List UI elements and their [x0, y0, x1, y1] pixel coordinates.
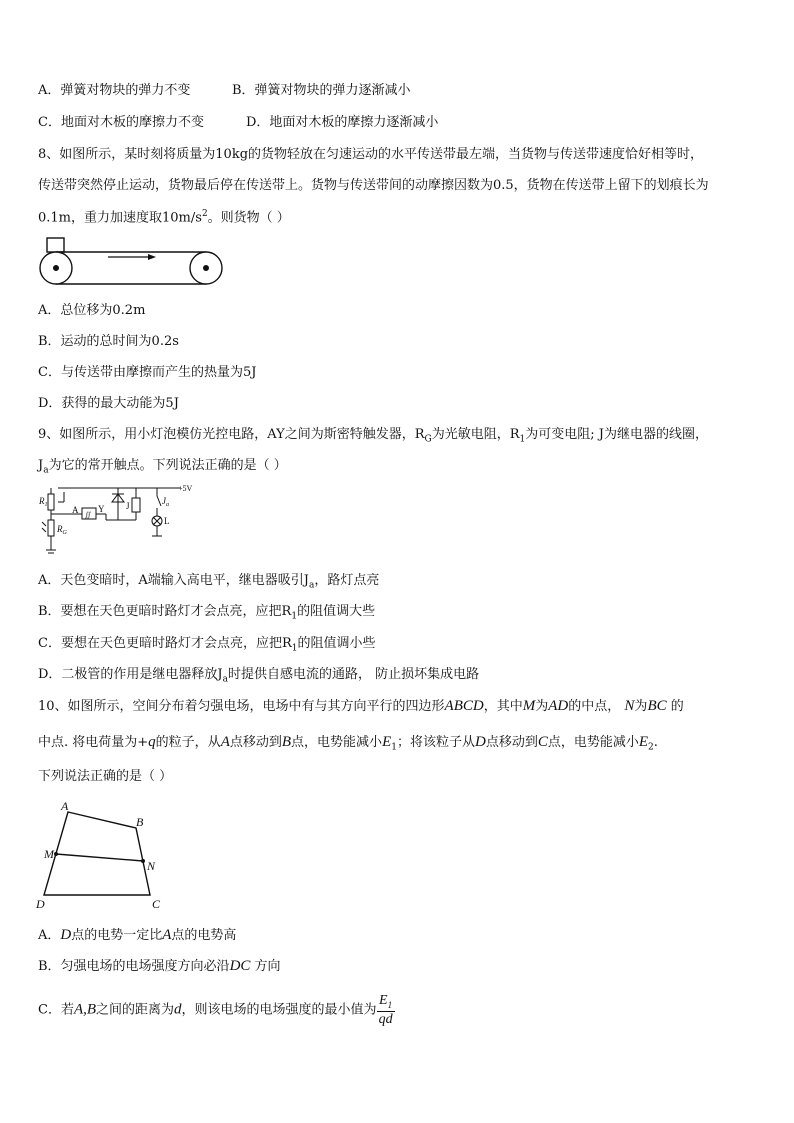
q10-stem-line2: 中点. 将电荷量为+q的粒子，从A点移动到B点，电势能减小$E_1$；将该粒子从D点移动到C点，电势能减小$E_2$.	[38, 734, 658, 753]
rg-resistor	[48, 520, 54, 536]
j-label: J	[126, 501, 130, 511]
point-m	[54, 852, 58, 856]
q7-option-d: D．地面对木板的摩擦力逐渐减小	[246, 115, 439, 130]
point-n	[141, 859, 145, 863]
lamp-label: L	[164, 516, 170, 526]
q8-stem-line3: 0.1m，重力加速度取$10m/s^2$。则货物（ ）	[38, 209, 290, 226]
y-terminal-label: Y	[98, 504, 105, 514]
rg-label: $R_G$	[57, 524, 67, 536]
q9-stem-line1: 9、如图所示，用小灯泡模仿光控电路，AY之间为斯密特触发器，$R_G$为光敏电阻，$R_1$为可变电阻; J为继电器的线圈，	[38, 427, 708, 445]
q10-stem-line1: 10、如图所示，空间分布着匀强电场，电场中有与其方向平行的四边形ABCD，其中M为AD的中点， N为BC 的	[38, 698, 684, 714]
q9-option-c: C．要想在天色更暗时路灯才会点亮，应把$R_1$的阻值调小些	[38, 636, 376, 654]
circuit-diagram	[36, 480, 196, 562]
q10-option-a: A．D点的电势一定比A点的电势高	[38, 927, 237, 943]
q7-option-c: C．地面对木板的摩擦力不变	[38, 115, 204, 130]
q7-option-a: A．弹簧对物块的弹力不变	[38, 83, 191, 98]
right-pulley-axle	[203, 265, 209, 271]
quad-abcd	[44, 812, 150, 895]
a-terminal-label: A	[72, 505, 79, 515]
q9-option-a: A．天色变暗时，A端输入高电平，继电器吸引$J_a$，路灯点亮	[38, 573, 380, 591]
q8-option-c: C．与传送带由摩擦而产生的热量为5J	[38, 365, 257, 380]
vcc-label: +5V	[178, 484, 193, 493]
q7-option-b: B．弹簧对物块的弹力逐渐减小	[232, 83, 411, 98]
label-b: B	[136, 815, 144, 829]
q8-stem-line1: 8、如图所示，某时刻将质量为10kg的货物轻放在匀速运动的水平传送带最左端，当货物与传送带速度恰好相等时，	[38, 147, 704, 162]
q8-option-a: A．总位移为0.2m	[38, 303, 146, 318]
q8-stem-line2: 传送带突然停止运动，货物最后停在传送带上。货物与传送带间的动摩擦因数为0.5，货物在传送带上留下的划痕长为	[38, 178, 709, 193]
q9-option-b: B．要想在天色更暗时路灯才会点亮，应把$R_1$的阻值调大些	[38, 604, 376, 622]
conveyor-figure	[36, 234, 232, 290]
label-c: C	[152, 897, 161, 910]
q9-stem-line2: $J_a$为它的常开触点。下列说法正确的是（ ）	[38, 458, 287, 476]
q8-option-d: D．获得的最大动能为5J	[38, 396, 179, 411]
label-m: M	[44, 847, 54, 861]
label-d: D	[36, 897, 45, 910]
q9-option-d: D．二极管的作用是继电器释放$J_a$时提供自感电流的通路， 防止损坏集成电路	[38, 667, 480, 685]
q8-option-b: B．运动的总时间为0.2s	[38, 334, 179, 349]
label-a: A	[61, 799, 69, 813]
segment-mn	[56, 854, 143, 861]
label-n: N	[147, 859, 156, 873]
r1-resistor	[48, 494, 54, 510]
relay-coil	[132, 498, 140, 512]
left-pulley-axle	[53, 265, 59, 271]
r1-label: $R_1$	[39, 496, 48, 508]
relay-contact	[157, 496, 161, 506]
q10-option-c: C．若A,B之间的距离为d，则该电场的电场强度的最小值为 $\frac{E_1}{qd}$	[38, 993, 393, 1027]
field-min-fraction: $\frac{E_1}{qd}$	[378, 993, 393, 1027]
cargo-box	[47, 238, 64, 252]
velocity-arrowhead	[148, 254, 156, 260]
gate-symbol: ∬	[85, 511, 91, 519]
q10-option-b: B．匀强电场的电场强度方向必沿DC 方向	[38, 958, 281, 974]
ja-label: $J_a$	[162, 496, 169, 508]
q10-stem-line3: 下列说法正确的是（ ）	[38, 769, 173, 784]
quadrilateral-figure	[32, 798, 162, 910]
